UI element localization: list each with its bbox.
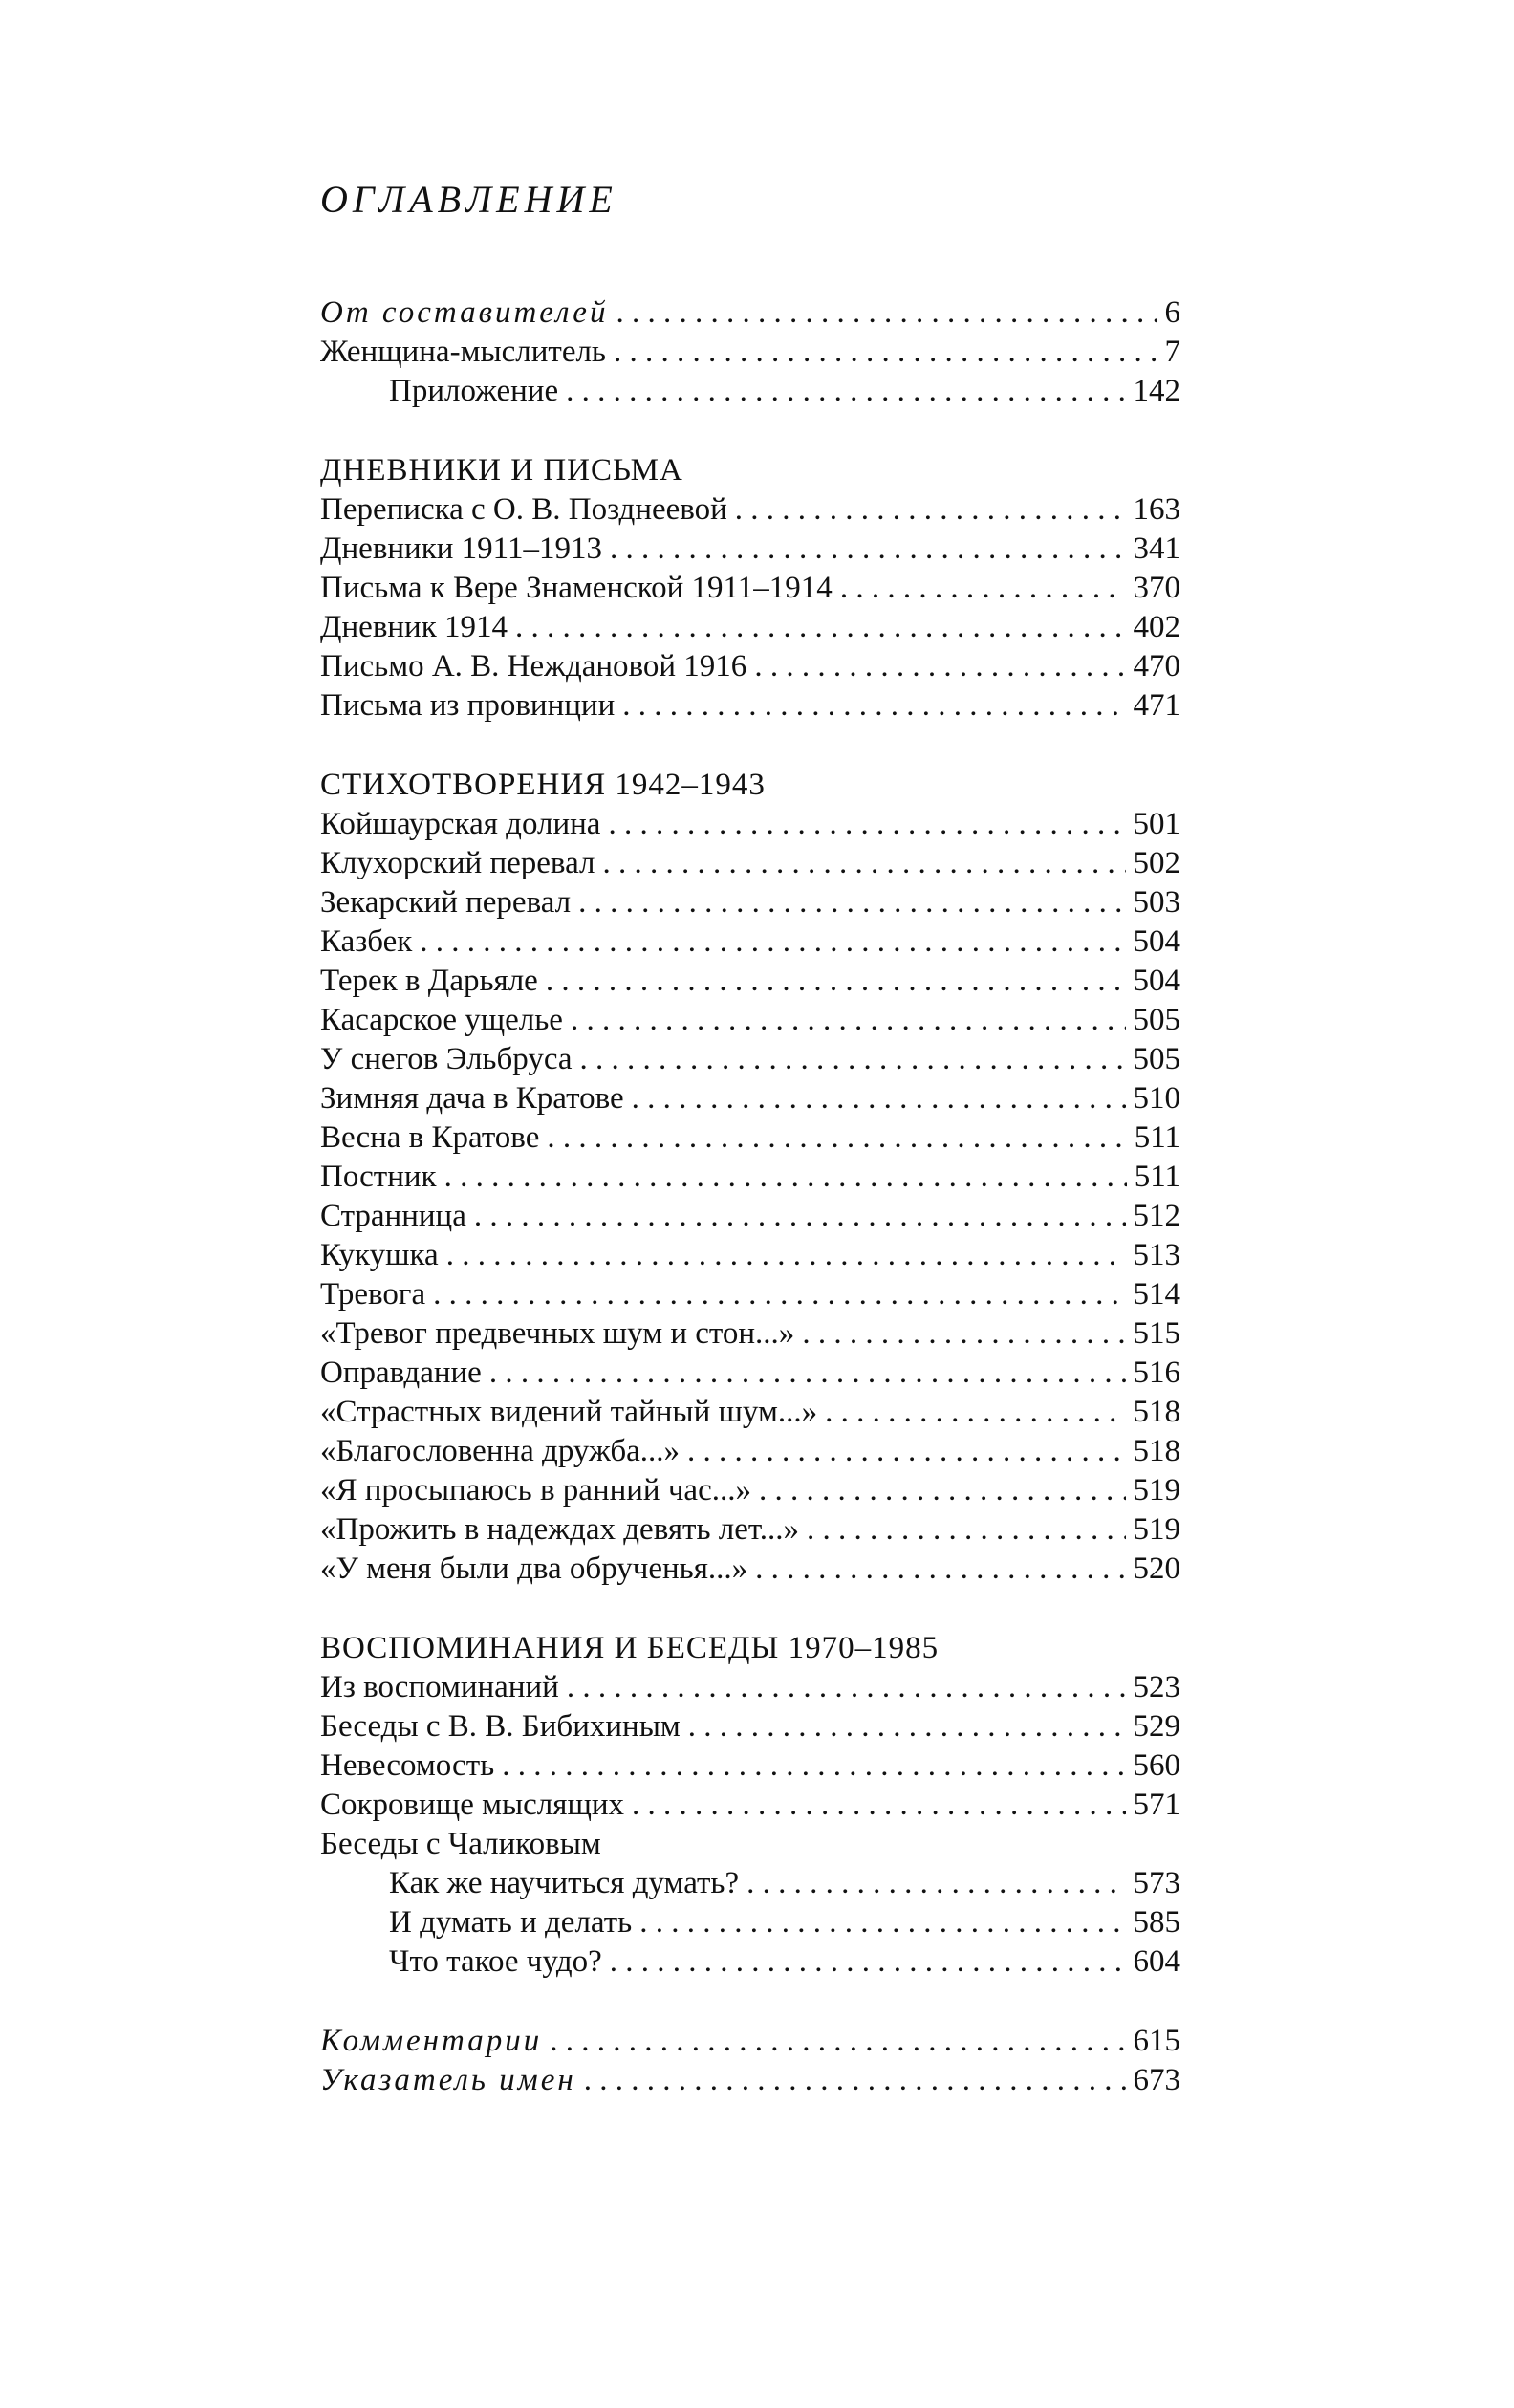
entry-title: Зимняя дача в Кратове: [320, 1081, 624, 1116]
dot-leader: [550, 2022, 1125, 2061]
dot-leader: [547, 1118, 1126, 1158]
entry-page: 604: [1133, 1944, 1180, 1979]
section-memoirs-conversations: [320, 1629, 1180, 1982]
entry-page: 505: [1133, 1042, 1180, 1076]
entry-title: Невесомость: [320, 1748, 495, 1783]
entry-page: 163: [1133, 492, 1180, 527]
entry-title: «Я просыпаюсь в ранний час...»: [320, 1473, 751, 1508]
dot-leader: [622, 686, 1125, 726]
dot-leader: [616, 293, 1157, 333]
toc-entry[interactable]: [320, 1432, 1180, 1471]
entry-title: «Благословенна дружба...»: [320, 1434, 681, 1468]
dot-leader: [474, 1197, 1126, 1236]
entry-title: Странница: [320, 1199, 466, 1233]
entry-page: 560: [1133, 1748, 1180, 1783]
dot-leader: [687, 1432, 1125, 1471]
entry-page: 518: [1133, 1395, 1180, 1429]
dot-leader: [489, 1354, 1126, 1393]
entry-page: 523: [1133, 1670, 1180, 1704]
entry-title: Весна в Кратове: [320, 1120, 540, 1155]
dot-leader: [584, 2061, 1126, 2100]
entry-page: 471: [1133, 688, 1180, 723]
entry-title: Как же научиться думать?: [389, 1866, 740, 1900]
entry-page: 402: [1133, 610, 1180, 644]
dot-leader: [755, 1550, 1125, 1589]
toc-entry-index-of-names[interactable]: [320, 2061, 1180, 2100]
toc-entry[interactable]: [320, 686, 1180, 726]
entry-title: Переписка с О. В. Позднеевой: [320, 492, 727, 527]
entry-title: Указатель имен: [320, 2063, 576, 2097]
entry-page: 6: [1164, 295, 1180, 330]
dot-leader: [807, 1510, 1125, 1550]
entry-page: 519: [1133, 1473, 1180, 1508]
entry-title: Письма к Вере Знаменской 1911–1914: [320, 571, 833, 605]
entry-title: «Тревог предвечных шум и стон...»: [320, 1316, 795, 1351]
toc-entry[interactable]: [320, 1001, 1180, 1040]
toc-entry[interactable]: [320, 647, 1180, 686]
dot-leader: [825, 1393, 1125, 1432]
toc-entry[interactable]: [320, 883, 1180, 922]
toc-entry[interactable]: [320, 490, 1180, 530]
entry-title: Письмо А. В. Неждановой 1916: [320, 649, 747, 683]
entry-title: Беседы с Чаликовым: [320, 1827, 601, 1861]
dot-leader: [632, 1786, 1125, 1825]
entry-page: 7: [1164, 335, 1180, 369]
entry-title: Из воспоминаний: [320, 1670, 559, 1704]
toc-entry-woman-thinker[interactable]: [320, 333, 1180, 372]
dot-leader: [688, 1707, 1126, 1746]
toc-entry[interactable]: [320, 1275, 1180, 1314]
entry-page: 470: [1133, 649, 1180, 683]
entry-title: Комментарии: [320, 2024, 543, 2058]
entry-title: «У меня были два обрученья...»: [320, 1551, 748, 1586]
entry-page: 505: [1133, 1003, 1180, 1037]
dot-leader: [608, 805, 1125, 844]
toc-entry[interactable]: [320, 1746, 1180, 1786]
section-heading: ДНЕВНИКИ И ПИСЬМА: [320, 453, 683, 488]
dot-leader: [433, 1275, 1125, 1314]
toc-entry[interactable]: [320, 1550, 1180, 1589]
entry-title: От составителей: [320, 295, 609, 330]
toc-entry[interactable]: [320, 1786, 1180, 1825]
toc-entry[interactable]: [320, 1864, 1180, 1903]
toc-entry[interactable]: [320, 1510, 1180, 1550]
dot-leader: [840, 569, 1126, 608]
entry-title: Женщина-мыслитель: [320, 335, 606, 369]
table-of-contents: [320, 177, 1180, 2100]
toc-entry[interactable]: [320, 1942, 1180, 1982]
page-title: ОГЛАВЛЕНИЕ: [320, 178, 617, 221]
entry-title: Зекарский перевал: [320, 885, 572, 920]
entry-title: Терек в Дарьяле: [320, 964, 538, 998]
entry-page: 510: [1133, 1081, 1180, 1116]
entry-page: 514: [1133, 1277, 1180, 1312]
entry-title: «Прожить в надеждах девять лет...»: [320, 1512, 800, 1547]
entry-title: Постник: [320, 1160, 437, 1194]
entry-title: Приложение: [389, 374, 559, 408]
dot-leader: [420, 922, 1125, 962]
toc-entry[interactable]: [320, 805, 1180, 844]
dot-leader: [571, 1001, 1126, 1040]
back-matter: [320, 2022, 1180, 2100]
entry-page: 370: [1133, 571, 1180, 605]
entry-page: 503: [1133, 885, 1180, 920]
dot-leader: [610, 530, 1126, 569]
entry-page: 615: [1133, 2024, 1180, 2058]
entry-page: 516: [1133, 1356, 1180, 1390]
dot-leader: [632, 1079, 1126, 1118]
entry-title: Койшаурская долина: [320, 807, 601, 841]
entry-page: 520: [1133, 1551, 1180, 1586]
entry-page: 501: [1133, 807, 1180, 841]
dot-leader: [639, 1903, 1125, 1942]
entry-page: 585: [1133, 1905, 1180, 1940]
entry-title: Дневник 1914: [320, 610, 508, 644]
front-matter: [320, 293, 1180, 411]
dot-leader: [614, 333, 1157, 372]
entry-page: 513: [1133, 1238, 1180, 1272]
dot-leader: [578, 883, 1125, 922]
dot-leader: [580, 1040, 1126, 1079]
toc-entry-from-compilers[interactable]: [320, 293, 1180, 333]
entry-title: Беседы с В. В. Бибихиным: [320, 1709, 681, 1744]
toc-entry[interactable]: [320, 569, 1180, 608]
section-heading: СТИХОТВОРЕНИЯ 1942–1943: [320, 768, 766, 802]
toc-entry[interactable]: [320, 844, 1180, 883]
section-diaries-letters: [320, 451, 1180, 726]
section-heading: ВОСПОМИНАНИЯ И БЕСЕДЫ 1970–1985: [320, 1631, 940, 1665]
dot-leader: [502, 1746, 1125, 1786]
toc-entry[interactable]: [320, 1471, 1180, 1510]
toc-entry-commentary[interactable]: [320, 2022, 1180, 2061]
toc-entry[interactable]: [320, 1393, 1180, 1432]
dot-leader: [746, 1864, 1125, 1903]
dot-leader: [446, 1236, 1126, 1275]
dot-leader: [567, 1668, 1126, 1707]
entry-title: Касарское ущелье: [320, 1003, 563, 1037]
dot-leader: [515, 608, 1125, 647]
entry-title: Тревога: [320, 1277, 426, 1312]
entry-title: Письма из провинции: [320, 688, 616, 723]
entry-page: 573: [1133, 1866, 1180, 1900]
entry-title: Оправдание: [320, 1356, 482, 1390]
entry-title: Казбек: [320, 924, 413, 959]
entry-page: 511: [1134, 1120, 1180, 1155]
toc-entry[interactable]: [320, 1903, 1180, 1942]
dot-leader: [546, 962, 1126, 1001]
dot-leader: [610, 1942, 1126, 1982]
toc-entry[interactable]: [320, 1354, 1180, 1393]
toc-entry[interactable]: [320, 1197, 1180, 1236]
dot-leader: [566, 372, 1125, 411]
entry-title: У снегов Эльбруса: [320, 1042, 573, 1076]
entry-page: 511: [1134, 1160, 1180, 1194]
entry-title: Дневники 1911–1913: [320, 531, 602, 566]
dot-leader: [754, 647, 1125, 686]
toc-entry[interactable]: [320, 922, 1180, 962]
toc-entry[interactable]: [320, 1668, 1180, 1707]
entry-page: 504: [1133, 924, 1180, 959]
dot-leader: [444, 1158, 1127, 1197]
toc-entry[interactable]: [320, 1707, 1180, 1746]
entry-page: 515: [1133, 1316, 1180, 1351]
toc-entry[interactable]: [320, 1825, 1180, 1864]
entry-page: 518: [1133, 1434, 1180, 1468]
entry-title: Что такое чудо?: [389, 1944, 602, 1979]
toc-entry[interactable]: [320, 1314, 1180, 1354]
toc-entry[interactable]: [320, 608, 1180, 647]
entry-title: Клухорский перевал: [320, 846, 595, 880]
entry-title: «Страстных видений тайный шум...»: [320, 1395, 818, 1429]
entry-page: 529: [1133, 1709, 1180, 1744]
entry-page: 519: [1133, 1512, 1180, 1547]
section-poems: [320, 766, 1180, 1589]
entry-page: 341: [1133, 531, 1180, 566]
dot-leader: [759, 1471, 1126, 1510]
toc-entry[interactable]: [320, 1118, 1180, 1158]
toc-entry[interactable]: [320, 962, 1180, 1001]
toc-entry-appendix[interactable]: [320, 372, 1180, 411]
toc-entry[interactable]: [320, 1158, 1180, 1197]
dot-leader: [602, 844, 1125, 883]
toc-entry[interactable]: [320, 1236, 1180, 1275]
toc-entry[interactable]: [320, 1040, 1180, 1079]
toc-entry[interactable]: [320, 530, 1180, 569]
dot-leader: [802, 1314, 1125, 1354]
entry-title: И думать и делать: [389, 1905, 633, 1940]
toc-entry[interactable]: [320, 1079, 1180, 1118]
entry-title: Кукушка: [320, 1238, 439, 1272]
entry-title: Сокровище мыслящих: [320, 1788, 625, 1822]
entry-page: 502: [1133, 846, 1180, 880]
entry-page: 512: [1133, 1199, 1180, 1233]
entry-page: 504: [1133, 964, 1180, 998]
entry-page: 142: [1133, 374, 1180, 408]
entry-page: 673: [1133, 2063, 1180, 2097]
dot-leader: [735, 490, 1126, 530]
entry-page: 571: [1133, 1788, 1180, 1822]
